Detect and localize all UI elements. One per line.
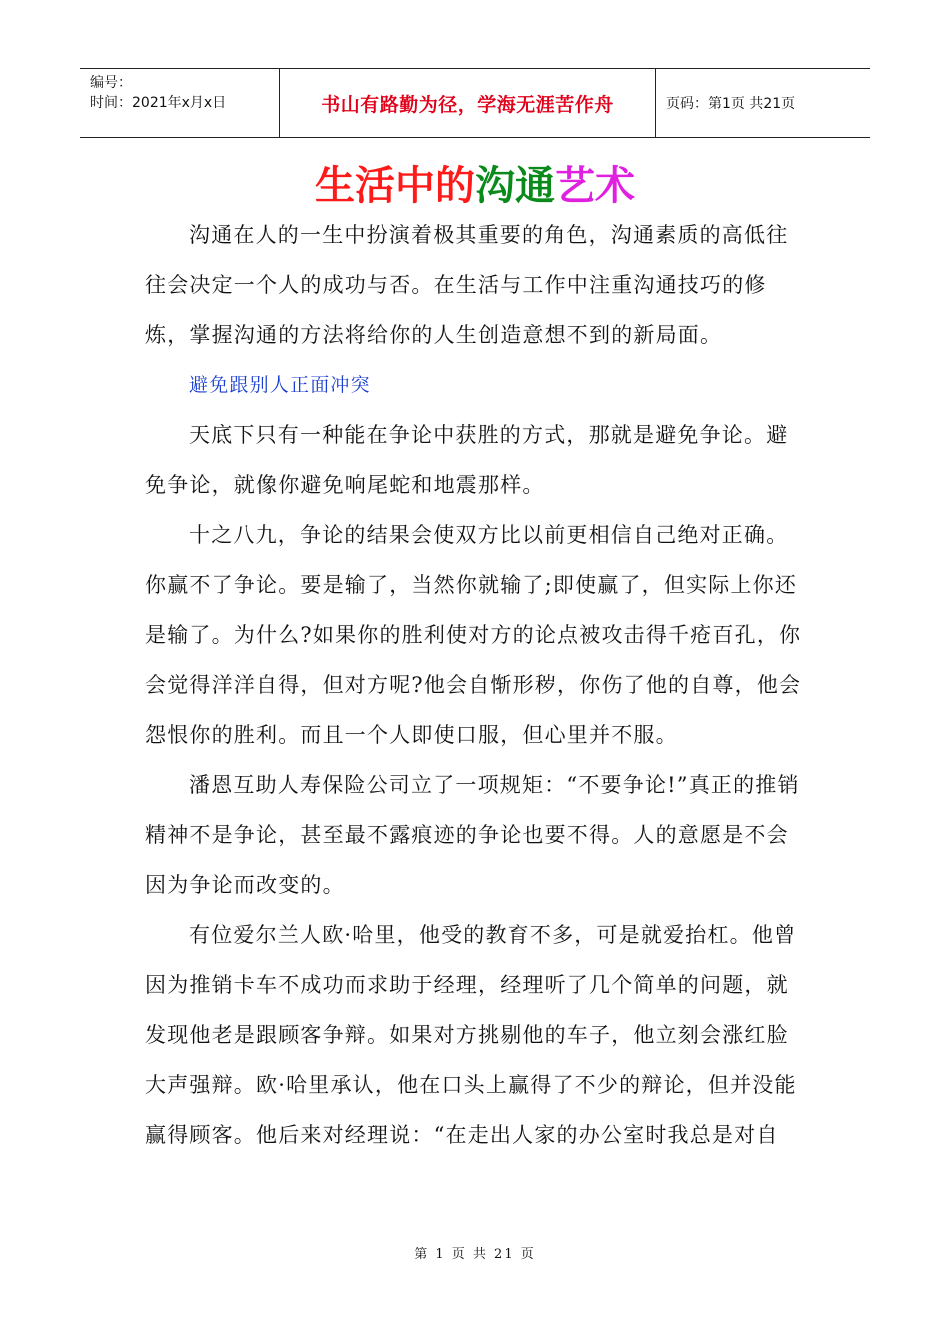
number-label: 编号： [90, 75, 132, 91]
page-header [80, 68, 870, 138]
paragraph: 潘恩互助人寿保险公司立了一项规矩：“不要争论!”真正的推销精神不是争论，甚至最不露痕迹的争论也要不得。人的意愿是不会因为争论而改变的。 [145, 773, 800, 897]
header-motto: 书山有路勤为径，学海无涯苦作舟 [280, 69, 656, 137]
title-part-1: 生活中的 [315, 163, 475, 209]
title-part-2: 沟通 [475, 163, 555, 209]
paragraph: 十之八九，争论的结果会使双方比以前更相信自己绝对正确。你赢不了争论。要是输了，当然你就输了;即使赢了，但实际上你还是输了。为什么?如果你的胜利使对方的论点被攻击得千疮百孔，你会觉得洋洋自得，但对方呢?他会自惭形秽，你伤了他的自尊，他会怨恨你的胜利。而且一个人即使口服，但心里并不服。 [145, 523, 802, 747]
section-heading: 避免跟别人正面冲突 [189, 374, 371, 396]
paragraph: 有位爱尔兰人欧·哈里，他受的教育不多，可是就爱抬杠。他曾因为推销卡车不成功而求助于经理，经理听了几个简单的问题，就发现他老是跟顾客争辩。如果对方挑剔他的车子，他立刻会涨红脸大声强辩。欧·哈里承认，他在口头上赢得了不少的辩论，但并没能赢得顾客。他后来对经理说：“在走出人家的办公室时我总是对自 [145, 923, 797, 1147]
document-body [145, 210, 805, 1160]
title-part-3: 艺术 [555, 163, 635, 209]
date-label: 时间：2021年x月x日 [90, 95, 227, 111]
paragraph: 天底下只有一种能在争论中获胜的方式，那就是避免争论。避免争论，就像你避免响尾蛇和地震那样。 [145, 423, 789, 497]
document-title [0, 158, 950, 214]
header-page-info: 页码：第1页 共21页 [666, 96, 796, 112]
page-footer: 第 1 页 共 21 页 [414, 1247, 536, 1262]
paragraph-intro: 沟通在人的一生中扮演着极其重要的角色，沟通素质的高低往往会决定一个人的成功与否。在生活与工作中注重沟通技巧的修炼，掌握沟通的方法将给你的人生创造意想不到的新局面。 [145, 223, 789, 347]
header-meta [80, 69, 280, 137]
